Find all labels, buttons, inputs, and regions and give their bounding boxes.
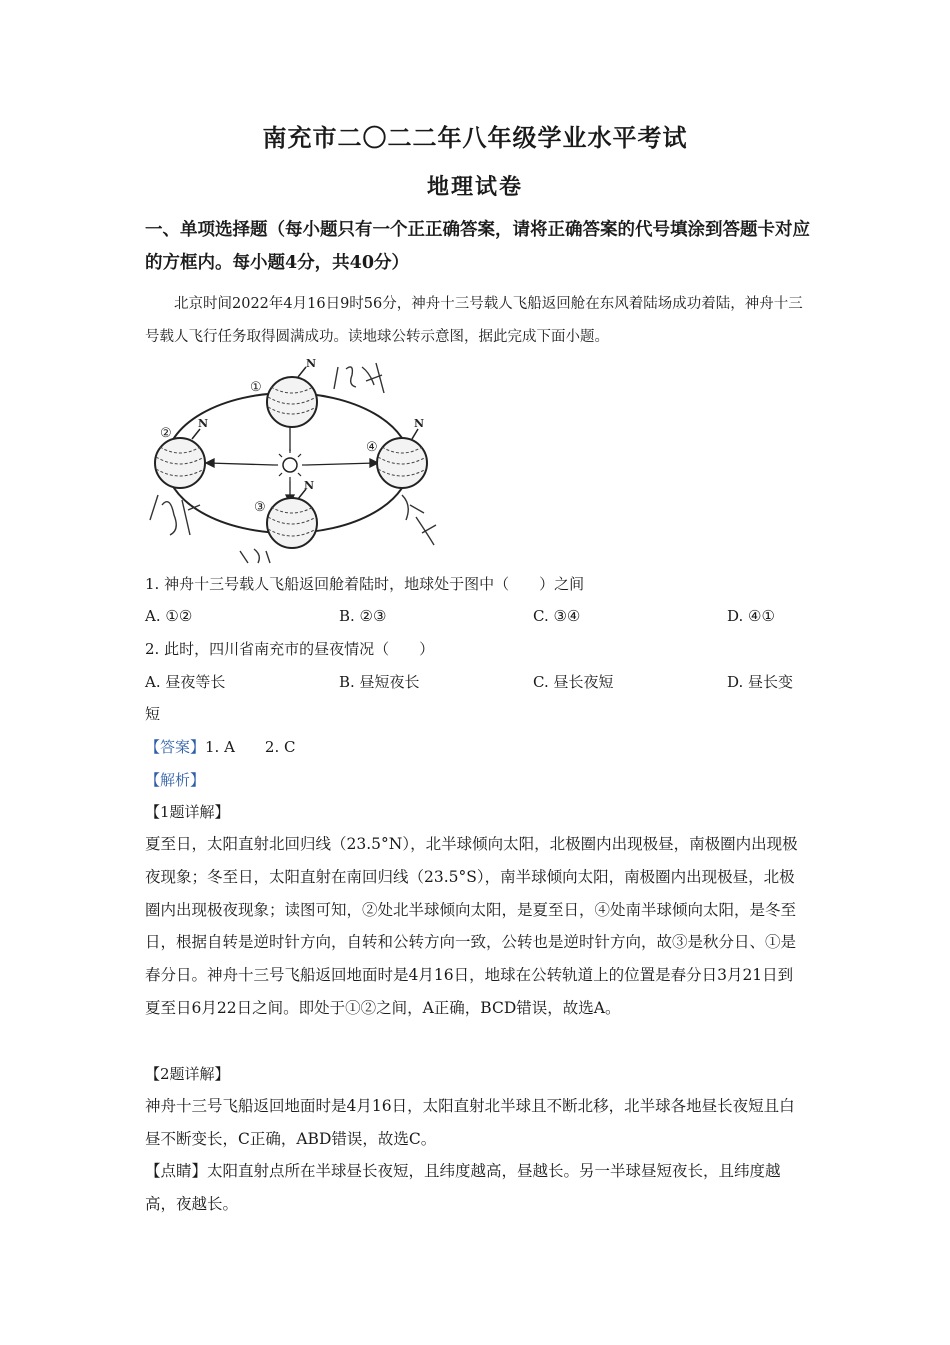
tip-tag: 【点睛】 [145,1162,208,1180]
detail-2-text: 神舟十三号飞船返回地面时是4月16日，太阳直射北半球且不断北移，北半球各地昼长夜短且白昼不断变长，C正确，ABD错误，故选C。 [145,1097,795,1148]
svg-text:①: ① [250,380,262,395]
answer-text: 1. A 2. C [205,738,296,756]
earth-position-3 [254,479,317,548]
q2-option-a[interactable]: A. 昼夜等长 [145,673,226,691]
q1-option-d[interactable]: D. ④① [727,607,775,625]
earth-position-4 [366,417,427,488]
tip-paragraph [145,1155,805,1221]
q2-option-c[interactable]: C. 昼长夜短 [533,673,614,691]
earth-revolution-diagram [140,355,450,565]
q2-option-b[interactable]: B. 昼短夜长 [339,673,420,691]
answer-line [145,737,810,757]
section-heading: 一、单项选择题（每小题只有一个正正确答案，请将正确答案的代号填涂到答题卡对应的方框内。每小题4分，共40分） [145,220,810,273]
analysis-line [145,770,810,790]
svg-text:③: ③ [254,500,266,515]
detail-2-heading: 【2题详解】 [145,1065,230,1083]
q1-option-b[interactable]: B. ②③ [339,607,387,625]
svg-text:N: N [198,417,209,430]
earth-position-1 [250,357,317,427]
exam-title: 南充市二〇二二年八年级学业水平考试 [262,123,688,152]
q2-option-d-overflow: 短 [145,705,161,723]
q1-option-c[interactable]: C. ③④ [533,607,581,625]
svg-text:④: ④ [366,440,378,455]
question-1-stem: 1. 神舟十三号载人飞船返回舱着陆时，地球处于图中（ ）之间 [145,575,585,593]
intro-paragraph: 北京时间2022年4月16日9时56分，神舟十三号载人飞船返回舱在东风着陆场成功着陆，神舟十三号载人飞行任务取得圆满成功。读地球公转示意图，据此完成下面小题。 [145,296,803,345]
analysis-tag: 【解析】 [145,771,206,789]
north-label-1: N [306,357,317,370]
detail-1-heading: 【1题详解】 [145,803,230,821]
q1-option-a[interactable]: A. ①② [145,607,193,625]
svg-text:N: N [304,479,315,492]
answer-tag: 【答案】 [145,738,206,756]
sun-icon [274,449,306,481]
q2-option-d[interactable]: D. 昼长变 [727,673,794,691]
svg-text:②: ② [160,426,172,441]
detail-1-text: 夏至日，太阳直射北回归线（23.5°N），北半球倾向太阳，北极圈内出现极昼，南极圈内出现极夜现象；冬至日，太阳直射在南回归线（23.5°S），南半球倾向太阳，南极圈内出现极昼，北极圈内出现极夜现象；读图可知，②处北半球倾向太阳，是夏至日，④处南半球倾向太阳，是冬至日，根据自转是逆时针方向，自转和公转方向一致，公转也是逆时针方向，故③是秋分日、①是春分日。神舟十三号飞船返回地面时是4月16日，地球在公转轨道上的位置是春分日3月21日到夏至日6月22日之间。即处于①②之间，A正确，BCD错误，故选A。 [145,835,798,1017]
question-2-stem: 2. 此时，四川省南充市的昼夜情况（ ） [145,640,435,658]
svg-text:N: N [414,417,425,430]
exam-subtitle: 地理试卷 [426,174,523,200]
tip-text: 太阳直射点所在半球昼长夜短，且纬度越高，昼越长。另一半球昼短夜长，且纬度越高，夜越长。 [145,1162,781,1213]
